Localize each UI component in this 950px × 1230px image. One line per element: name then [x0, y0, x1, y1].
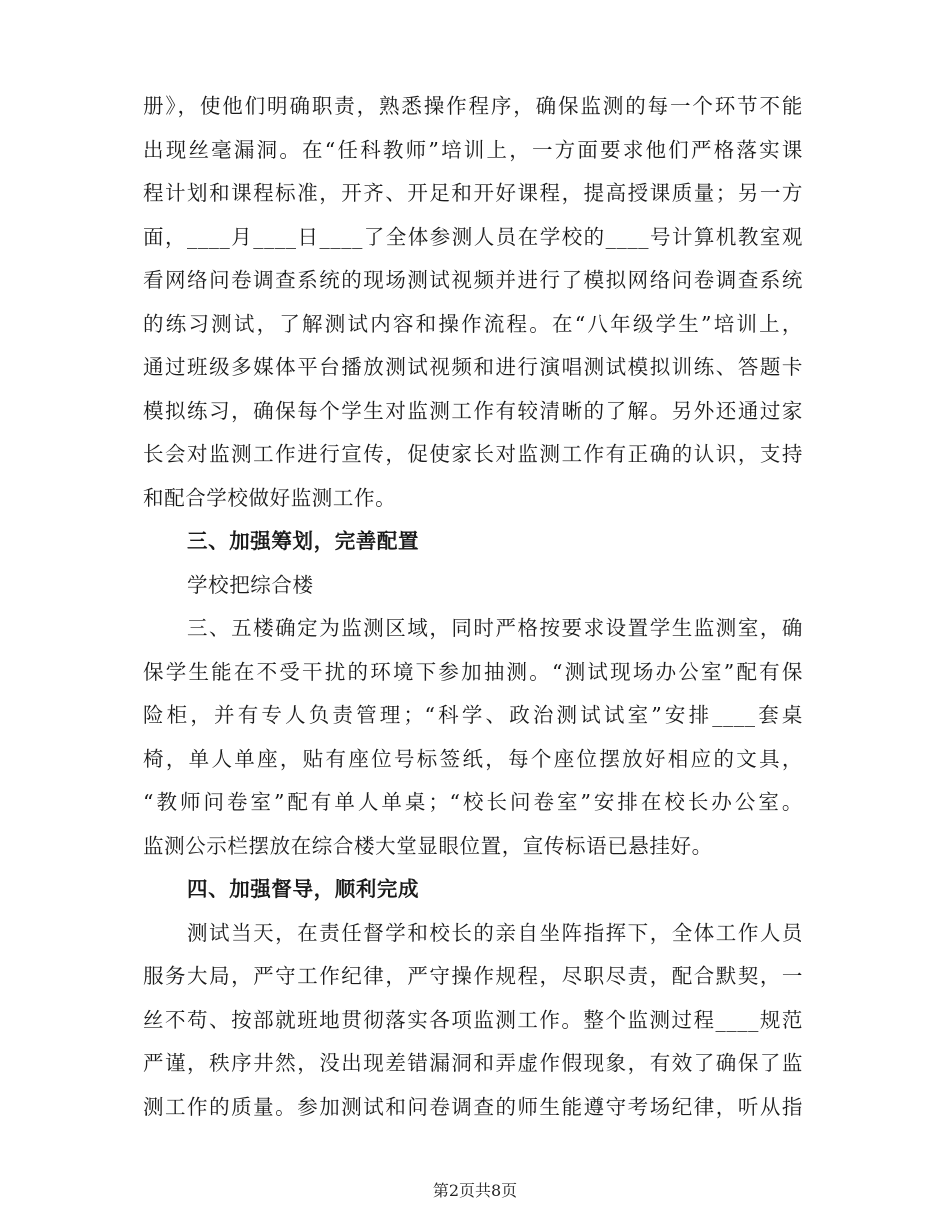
paragraph-line: 学校把综合楼: [187, 572, 314, 597]
paragraph-line: 监测公示栏摆放在综合楼大堂显眼位置，宣传标语已悬挂好。: [143, 833, 713, 858]
paragraph-line: 模拟练习，确保每个学生对监测工作有较清晰的了解。另外还通过家: [143, 398, 803, 423]
section-heading: 四、加强督导，顺利完成: [187, 877, 420, 901]
paragraph-line: 三、五楼确定为监测区域，同时严格按要求设置学生监测室，确: [187, 616, 803, 640]
paragraph-line: 长会对监测工作进行宣传，促使家长对监测工作有正确的认识，支持: [143, 442, 803, 466]
paragraph-line: 椅，单人单座，贴有座位号标签纸，每个座位摆放好相应的文具，: [143, 746, 803, 771]
paragraph-line: 服务大局，严守工作纪律，严守操作规程，尽职尽责，配合默契，一: [143, 964, 803, 988]
paragraph-line: 看网络问卷调查系统的现场测试视频并进行了模拟网络问卷调查系统: [143, 268, 803, 292]
paragraph-line: 程计划和课程标准，开齐、开足和开好课程，提高授课质量；另一方: [143, 181, 803, 205]
paragraph-line: 的练习测试，了解测试内容和操作流程。在“八年级学生”培训上，: [143, 311, 803, 336]
paragraph-line: 丝不苟、按部就班地贯彻落实各项监测工作。整个监测过程____规范: [143, 1007, 803, 1032]
paragraph-line: 严谨，秩序井然，没出现差错漏洞和弄虚作假现象，有效了确保了监: [143, 1051, 803, 1075]
paragraph-line: 通过班级多媒体平台播放测试视频和进行演唱测试模拟训练、答题卡: [143, 355, 803, 379]
paragraph-line: 面，____月____日____了全体参测人员在学校的____号计算机教室观: [143, 224, 803, 249]
paragraph-line: 和配合学校做好监测工作。: [143, 485, 397, 510]
paragraph-line: 册》，使他们明确职责，熟悉操作程序，确保监测的每一个环节不能: [143, 94, 803, 118]
section-heading: 三、加强筹划，完善配置: [187, 529, 420, 553]
paragraph-line: 测工作的质量。参加测试和问卷调查的师生能遵守考场纪律，听从指: [143, 1094, 803, 1119]
paragraph-line: 测试当天，在责任督学和校长的亲自坐阵指挥下，全体工作人员: [187, 920, 803, 945]
paragraph-line: 险柜，并有专人负责管理；“科学、政治测试试室”安排____套桌: [143, 703, 803, 727]
page-number-footer: 第2页共8页: [432, 1181, 518, 1200]
paragraph-line: 出现丝毫漏洞。在“任科教师”培训上，一方面要求他们严格落实课: [143, 137, 803, 162]
paragraph-line: 保学生能在不受干扰的环境下参加抽测。“测试现场办公室”配有保: [143, 659, 803, 684]
paragraph-line: “教师问卷室”配有单人单桌；“校长问卷室”安排在校长办公室。: [143, 790, 803, 814]
